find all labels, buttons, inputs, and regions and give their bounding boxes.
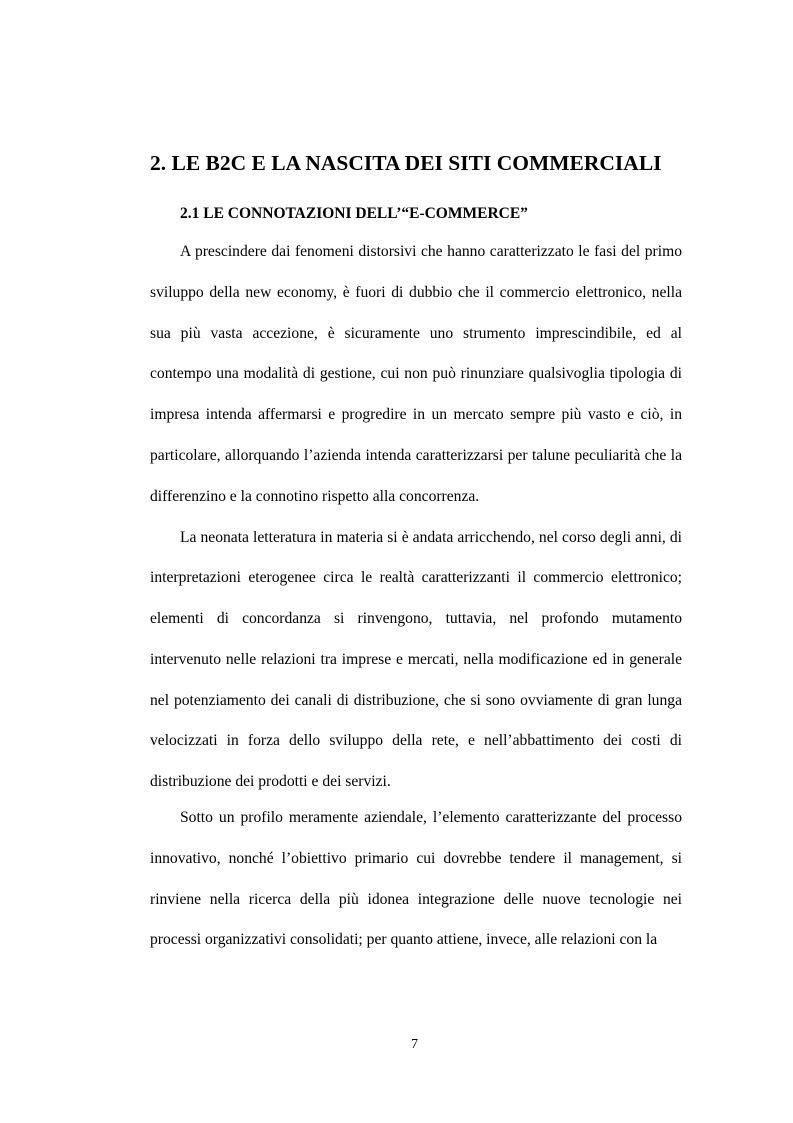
chapter-title: 2. LE B2C E LA NASCITA DEI SITI COMMERCIALI (150, 151, 662, 175)
paragraph-1: A prescindere dai fenomeni distorsivi che hanno caratterizzato le fasi del primo sviluppo della new economy, è fuori di dubbio che il commercio elettronico, nella sua più vasta accezione, è sicuramente uno strumento imprescindibile, ed al contempo una modalità di gestione, cui non può rinunziare qualsivoglia tipologia di impresa intenda affermarsi e progredire in un mercato sempre più vasto e ciò, in particolare, allorquando l’azienda intenda caratterizzarsi per talune peculiarità che la differenzino e la connotino rispetto alla concorrenza. (150, 243, 682, 505)
paragraph-2: La neonata letteratura in materia si è andata arricchendo, nel corso degli anni, di interpretazioni eterogenee circa le realtà caratterizzanti il commercio elettronico; elementi di concordanza si rinvengono, tuttavia, nel profondo mutamento intervenuto nelle relazioni tra imprese e mercati, nella modificazione ed in generale nel potenziamento dei canali di distribuzione, che si sono ovviamente di gran lunga velocizzati in forza dello sviluppo della rete, e nell’abbattimento dei costi di distribuzione dei prodotti e dei servizi. (150, 528, 682, 791)
section-title: 2.1 LE CONNOTAZIONI DELL’“E-COMMERCE” (180, 205, 528, 222)
paragraph-3: Sotto un profilo meramente aziendale, l’elemento caratterizzante del processo innovativo, nonché l’obiettivo primario cui dovrebbe tendere il management, si rinviene nella ricerca della più idonea integrazione delle nuove tecnologie nei processi organizzativi consolidati; per quanto attiene, invece, alle relazioni con la (150, 809, 682, 949)
page-number: 7 (411, 1037, 418, 1052)
